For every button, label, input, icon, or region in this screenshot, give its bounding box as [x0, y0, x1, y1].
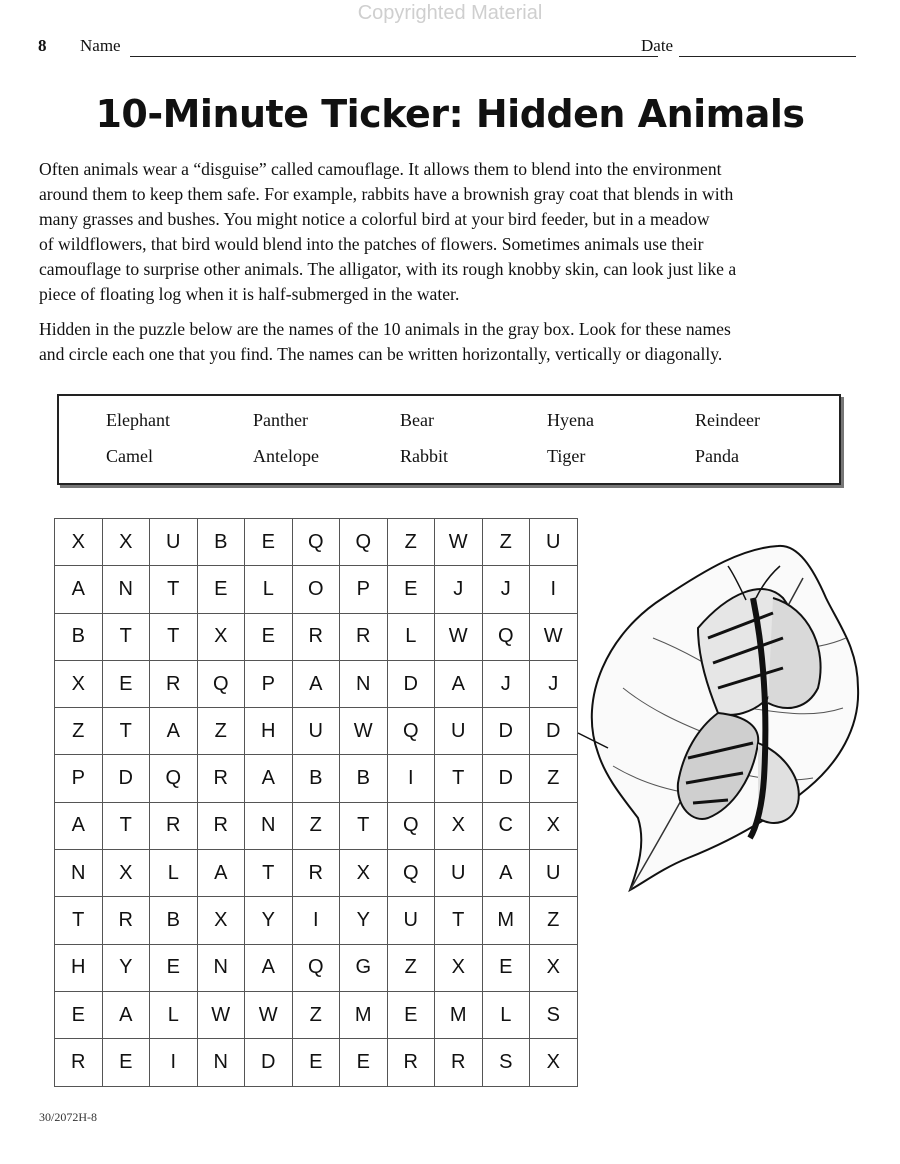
grid-cell[interactable]: Q — [340, 519, 388, 566]
grid-cell[interactable]: X — [55, 661, 103, 708]
grid-cell[interactable]: Q — [388, 708, 436, 755]
grid-cell[interactable]: Q — [293, 519, 341, 566]
grid-cell[interactable]: E — [388, 566, 436, 613]
grid-cell[interactable]: W — [435, 614, 483, 661]
grid-cell[interactable]: C — [483, 803, 531, 850]
grid-cell[interactable]: T — [150, 614, 198, 661]
grid-cell[interactable]: B — [340, 755, 388, 802]
grid-cell[interactable]: W — [530, 614, 578, 661]
grid-cell[interactable]: Y — [245, 897, 293, 944]
grid-cell[interactable]: J — [483, 566, 531, 613]
grid-cell[interactable]: N — [340, 661, 388, 708]
grid-cell[interactable]: X — [435, 945, 483, 992]
grid-cell[interactable]: U — [388, 897, 436, 944]
grid-cell[interactable]: M — [435, 992, 483, 1039]
grid-cell[interactable]: R — [103, 897, 151, 944]
grid-cell[interactable]: Z — [293, 992, 341, 1039]
grid-cell[interactable]: D — [103, 755, 151, 802]
grid-cell[interactable]: W — [198, 992, 246, 1039]
grid-cell[interactable]: R — [435, 1039, 483, 1086]
grid-cell[interactable]: U — [530, 519, 578, 566]
grid-cell[interactable]: W — [435, 519, 483, 566]
grid-cell[interactable]: E — [55, 992, 103, 1039]
grid-cell[interactable]: T — [103, 803, 151, 850]
grid-cell[interactable]: Z — [55, 708, 103, 755]
grid-cell[interactable]: R — [150, 661, 198, 708]
word-list-item: Antelope — [253, 446, 319, 466]
grid-cell[interactable]: U — [150, 519, 198, 566]
grid-cell[interactable]: A — [245, 755, 293, 802]
word-list-item: Camel — [106, 446, 153, 466]
grid-cell[interactable]: Q — [150, 755, 198, 802]
grid-cell[interactable]: H — [245, 708, 293, 755]
word-list-item: Rabbit — [400, 446, 448, 466]
word-list-item: Bear — [400, 410, 434, 430]
instructions-paragraph — [39, 317, 859, 367]
grid-cell[interactable]: Y — [103, 945, 151, 992]
grid-cell[interactable]: Z — [530, 897, 578, 944]
grid-cell[interactable]: W — [245, 992, 293, 1039]
paragraph-line: piece of floating log when it is half-submerged in the water. — [39, 284, 460, 304]
paragraph-line: around them to keep them safe. For example, rabbits have a brownish gray coat that blends in with — [39, 184, 734, 204]
grid-cell[interactable]: I — [530, 566, 578, 613]
name-field[interactable] — [130, 56, 658, 57]
grid-cell[interactable]: E — [245, 614, 293, 661]
grid-cell[interactable]: N — [55, 850, 103, 897]
paragraph-line: many grasses and bushes. You might notice a colorful bird at your bird feeder, but in a meadow — [39, 209, 710, 229]
grid-cell[interactable]: R — [340, 614, 388, 661]
grid-cell[interactable]: Z — [530, 755, 578, 802]
grid-cell[interactable]: I — [150, 1039, 198, 1086]
footer-code: 30/2072H-8 — [39, 1110, 97, 1124]
grid-cell[interactable]: X — [55, 519, 103, 566]
grid-cell[interactable]: P — [55, 755, 103, 802]
grid-cell[interactable]: X — [530, 803, 578, 850]
grid-cell[interactable]: T — [55, 897, 103, 944]
grid-cell[interactable]: U — [435, 708, 483, 755]
word-list-item: Tiger — [547, 446, 586, 466]
grid-cell[interactable]: X — [198, 614, 246, 661]
grid-cell[interactable]: B — [150, 897, 198, 944]
grid-cell[interactable]: T — [103, 708, 151, 755]
grid-cell[interactable]: L — [150, 992, 198, 1039]
grid-cell[interactable]: Q — [388, 850, 436, 897]
grid-cell[interactable]: A — [55, 803, 103, 850]
grid-cell[interactable]: B — [293, 755, 341, 802]
grid-cell[interactable]: Y — [340, 897, 388, 944]
grid-cell[interactable]: R — [150, 803, 198, 850]
grid-cell[interactable]: J — [435, 566, 483, 613]
page-header — [38, 34, 856, 62]
paragraph-line: and circle each one that you find. The names can be written horizontally, vertically or diagonally. — [39, 344, 723, 364]
page-number: 8 — [38, 36, 47, 55]
grid-cell[interactable]: R — [293, 614, 341, 661]
grid-cell[interactable]: L — [388, 614, 436, 661]
grid-cell[interactable]: H — [55, 945, 103, 992]
grid-cell[interactable]: D — [245, 1039, 293, 1086]
grid-cell[interactable]: Z — [293, 803, 341, 850]
grid-cell[interactable]: A — [293, 661, 341, 708]
grid-cell[interactable]: Z — [388, 519, 436, 566]
grid-cell[interactable]: X — [435, 803, 483, 850]
grid-cell[interactable]: A — [150, 708, 198, 755]
grid-cell[interactable]: L — [483, 992, 531, 1039]
word-list-item: Elephant — [106, 410, 170, 430]
grid-cell[interactable]: E — [340, 1039, 388, 1086]
grid-cell[interactable]: N — [198, 945, 246, 992]
grid-cell[interactable]: R — [55, 1039, 103, 1086]
grid-cell[interactable]: A — [55, 566, 103, 613]
grid-cell[interactable]: Q — [293, 945, 341, 992]
grid-cell[interactable]: A — [483, 850, 531, 897]
grid-cell[interactable]: X — [530, 1039, 578, 1086]
grid-cell[interactable]: R — [198, 803, 246, 850]
grid-cell[interactable]: L — [150, 850, 198, 897]
grid-cell[interactable]: B — [55, 614, 103, 661]
grid-cell[interactable]: U — [530, 850, 578, 897]
word-list-box — [57, 394, 841, 485]
grid-cell[interactable]: E — [483, 945, 531, 992]
grid-cell[interactable]: Q — [198, 661, 246, 708]
grid-cell[interactable]: S — [483, 1039, 531, 1086]
grid-cell[interactable]: A — [435, 661, 483, 708]
grid-cell[interactable]: X — [340, 850, 388, 897]
name-label: Name — [80, 36, 121, 55]
grid-cell[interactable]: Z — [388, 945, 436, 992]
grid-cell[interactable]: U — [293, 708, 341, 755]
grid-cell[interactable]: D — [530, 708, 578, 755]
grid-cell[interactable]: R — [198, 755, 246, 802]
date-label: Date — [641, 36, 674, 55]
grid-cell[interactable]: E — [103, 661, 151, 708]
word-list-item: Reindeer — [695, 410, 760, 430]
paragraph-line: Often animals wear a “disguise” called camouflage. It allows them to blend into the environment — [39, 159, 722, 179]
word-search-grid — [54, 518, 578, 1087]
grid-cell[interactable]: N — [103, 566, 151, 613]
grid-cell[interactable]: E — [150, 945, 198, 992]
grid-cell[interactable]: E — [245, 519, 293, 566]
grid-cell[interactable]: E — [198, 566, 246, 613]
date-field[interactable] — [679, 56, 856, 57]
grid-cell[interactable]: A — [245, 945, 293, 992]
page-title: 10-Minute Ticker: Hidden Animals — [95, 92, 805, 136]
grid-cell[interactable]: A — [198, 850, 246, 897]
grid-cell[interactable]: N — [245, 803, 293, 850]
grid-cell[interactable]: L — [245, 566, 293, 613]
word-list-item: Panda — [695, 446, 739, 466]
grid-cell[interactable]: D — [483, 755, 531, 802]
grid-cell[interactable]: B — [198, 519, 246, 566]
grid-cell[interactable]: J — [530, 661, 578, 708]
intro-paragraph — [39, 157, 859, 307]
grid-cell[interactable]: O — [293, 566, 341, 613]
grid-cell[interactable]: M — [483, 897, 531, 944]
butterfly-on-leaf-icon — [568, 538, 868, 898]
grid-cell[interactable]: D — [388, 661, 436, 708]
grid-cell[interactable]: S — [530, 992, 578, 1039]
grid-cell[interactable]: E — [388, 992, 436, 1039]
grid-cell[interactable]: R — [293, 850, 341, 897]
grid-cell[interactable]: X — [103, 850, 151, 897]
grid-cell[interactable]: I — [293, 897, 341, 944]
grid-cell[interactable]: Z — [198, 708, 246, 755]
grid-cell[interactable]: M — [340, 992, 388, 1039]
grid-cell[interactable]: E — [103, 1039, 151, 1086]
grid-cell[interactable]: T — [340, 803, 388, 850]
paragraph-line: of wildflowers, that bird would blend into the patches of flowers. Sometimes animals use their — [39, 234, 704, 254]
grid-cell[interactable]: Z — [483, 519, 531, 566]
grid-cell[interactable]: P — [340, 566, 388, 613]
grid-cell[interactable]: R — [388, 1039, 436, 1086]
grid-cell[interactable]: I — [388, 755, 436, 802]
grid-cell[interactable]: P — [245, 661, 293, 708]
grid-cell[interactable]: T — [435, 897, 483, 944]
word-list-item: Panther — [253, 410, 308, 430]
grid-cell[interactable]: W — [340, 708, 388, 755]
grid-cell[interactable]: U — [435, 850, 483, 897]
grid-cell[interactable]: D — [483, 708, 531, 755]
grid-cell[interactable]: T — [245, 850, 293, 897]
grid-cell[interactable]: G — [340, 945, 388, 992]
grid-cell[interactable]: X — [103, 519, 151, 566]
watermark: Copyrighted Material — [357, 2, 543, 24]
grid-cell[interactable]: X — [198, 897, 246, 944]
grid-cell[interactable]: X — [530, 945, 578, 992]
paragraph-line: camouflage to surprise other animals. The alligator, with its rough knobby skin, can look just like a — [39, 259, 737, 279]
grid-cell[interactable]: J — [483, 661, 531, 708]
paragraph-line: Hidden in the puzzle below are the names of the 10 animals in the gray box. Look for these names — [39, 319, 731, 339]
word-list-item: Hyena — [547, 410, 594, 430]
grid-cell[interactable]: E — [293, 1039, 341, 1086]
grid-cell[interactable]: A — [103, 992, 151, 1039]
grid-cell[interactable]: T — [150, 566, 198, 613]
grid-cell[interactable]: N — [198, 1039, 246, 1086]
grid-cell[interactable]: T — [435, 755, 483, 802]
grid-cell[interactable]: Q — [388, 803, 436, 850]
grid-cell[interactable]: T — [103, 614, 151, 661]
grid-cell[interactable]: Q — [483, 614, 531, 661]
